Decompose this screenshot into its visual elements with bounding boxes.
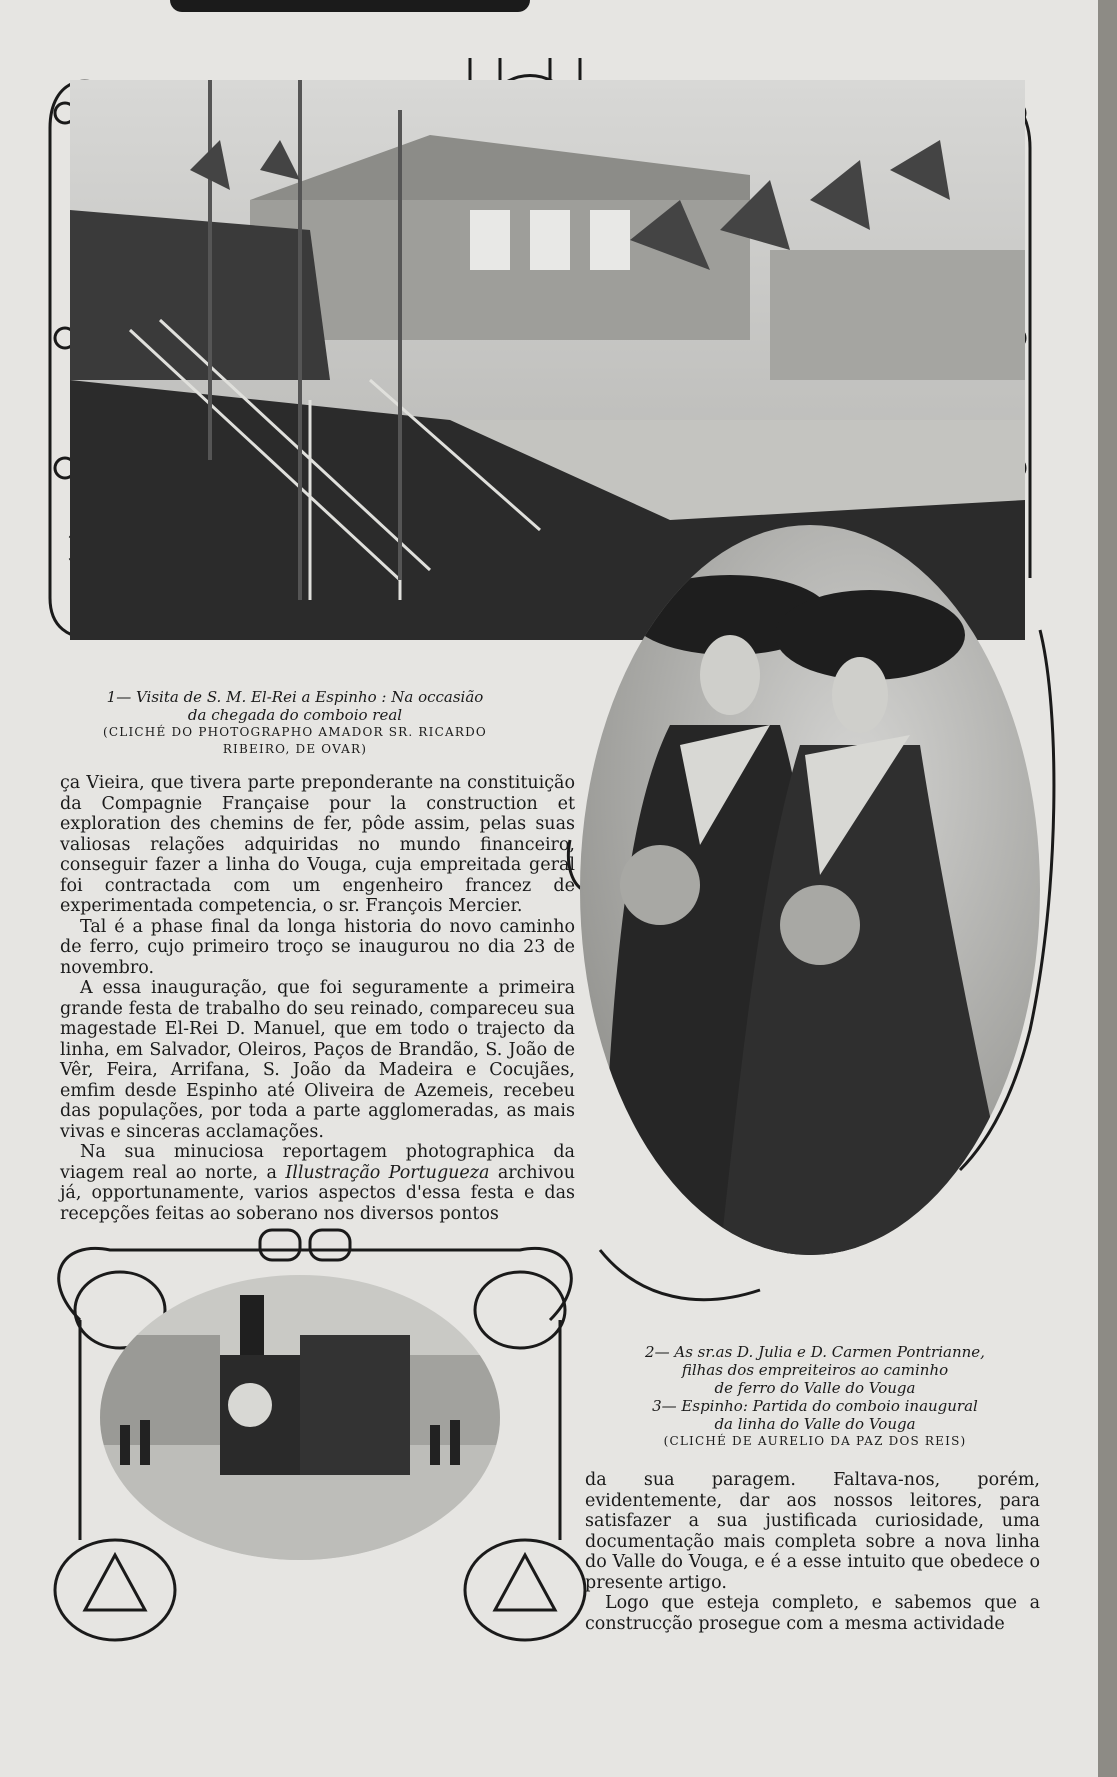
photo-pontrianne-sisters (580, 525, 1040, 1255)
article-paragraph-3: A essa inauguração, que foi seguramente a primeira grande festa de trabalho do seu reinado, compareceu sua magestade El-Rei D. Manuel, que em todo o trajecto da linha, em Salvador, Oleiros, Paços de Brandão, S. João de Vêr, Feira, Arrifana, S. João da Madeira e Cocujães, emfim desde Espinho até Oliveira de Azemeis, recebeu das populações, por toda a parte agglomeradas, as mais vivas e sinceras acclamações. (60, 978, 575, 1142)
caption-1-line-3: (CLICHÉ DO PHOTOGRAPHO AMADOR SR. RICARDO (103, 725, 487, 739)
caption-2-line-6: (CLICHÉ DE AURELIO DA PAZ DOS REIS) (663, 1434, 967, 1448)
caption-photo-1 (45, 688, 545, 758)
article-paragraph-6: Logo que esteja completo, e sabemos que a construcção prosegue com a mesma actividade (585, 1593, 1040, 1634)
caption-2-line-1: 2— As sr.as D. Julia e D. Carmen Pontrianne, (645, 1343, 985, 1361)
caption-photos-2-3 (600, 1343, 1030, 1450)
caption-2-line-3: de ferro do Valle do Vouga (714, 1379, 916, 1397)
article-paragraph-5: da sua paragem. Faltava-nos, porém, evidentemente, dar aos nossos leitores, para satisfazer a sua justificada curiosidade, uma documentação mais completa sobre a nova linha do Valle do Vouga, e é a esse intuito que obedece o presente artigo. (585, 1470, 1040, 1593)
article-column-2 (585, 1470, 1040, 1634)
caption-2-line-2: filhas dos empreiteiros ao caminho (681, 1361, 949, 1379)
article-paragraph-4-start: Na sua minuciosa reportagem photographica da viagem real ao norte, a (60, 1142, 575, 1183)
article-paragraph-2: Tal é a phase final da longa historia do novo caminho de ferro, cujo primeiro troço se inaugurou no dia 23 de novembro. (60, 916, 575, 978)
caption-1-line-1: 1— Visita de S. M. El-Rei a Espinho : Na occasião (106, 688, 484, 706)
caption-1-line-4: RIBEIRO, DE OVAR) (222, 742, 368, 756)
page-edge (1098, 0, 1117, 1777)
article-column-1 (60, 773, 575, 1224)
top-ornament (170, 0, 530, 12)
caption-1-line-2: da chegada do comboio real (187, 706, 403, 724)
article-paragraph-1: ça Vieira, que tivera parte preponderante na constituição da Compagnie Française pour la construction et exploration des chemins de fer, pôde assim, pelas suas valiosas relações adquiridas no mundo financeiro, conseguir fazer a linha do Vouga, cuja empreitada geral foi contractada com um engenheiro francez de experimentada competencia, o sr. François Mercier. (60, 773, 575, 916)
photo-inaugural-train (100, 1275, 500, 1560)
caption-2-line-4: 3— Espinho: Partida do comboio inaugural (652, 1397, 978, 1415)
article-paragraph-4-end: archivou já, opportunamente, varios aspectos d'essa festa e das recepções feitas ao soberano nos diversos pontos (60, 1162, 575, 1224)
caption-2-line-5: da linha do Valle do Vouga (714, 1415, 916, 1433)
magazine-title: Illustração Portugueza (285, 1162, 490, 1183)
